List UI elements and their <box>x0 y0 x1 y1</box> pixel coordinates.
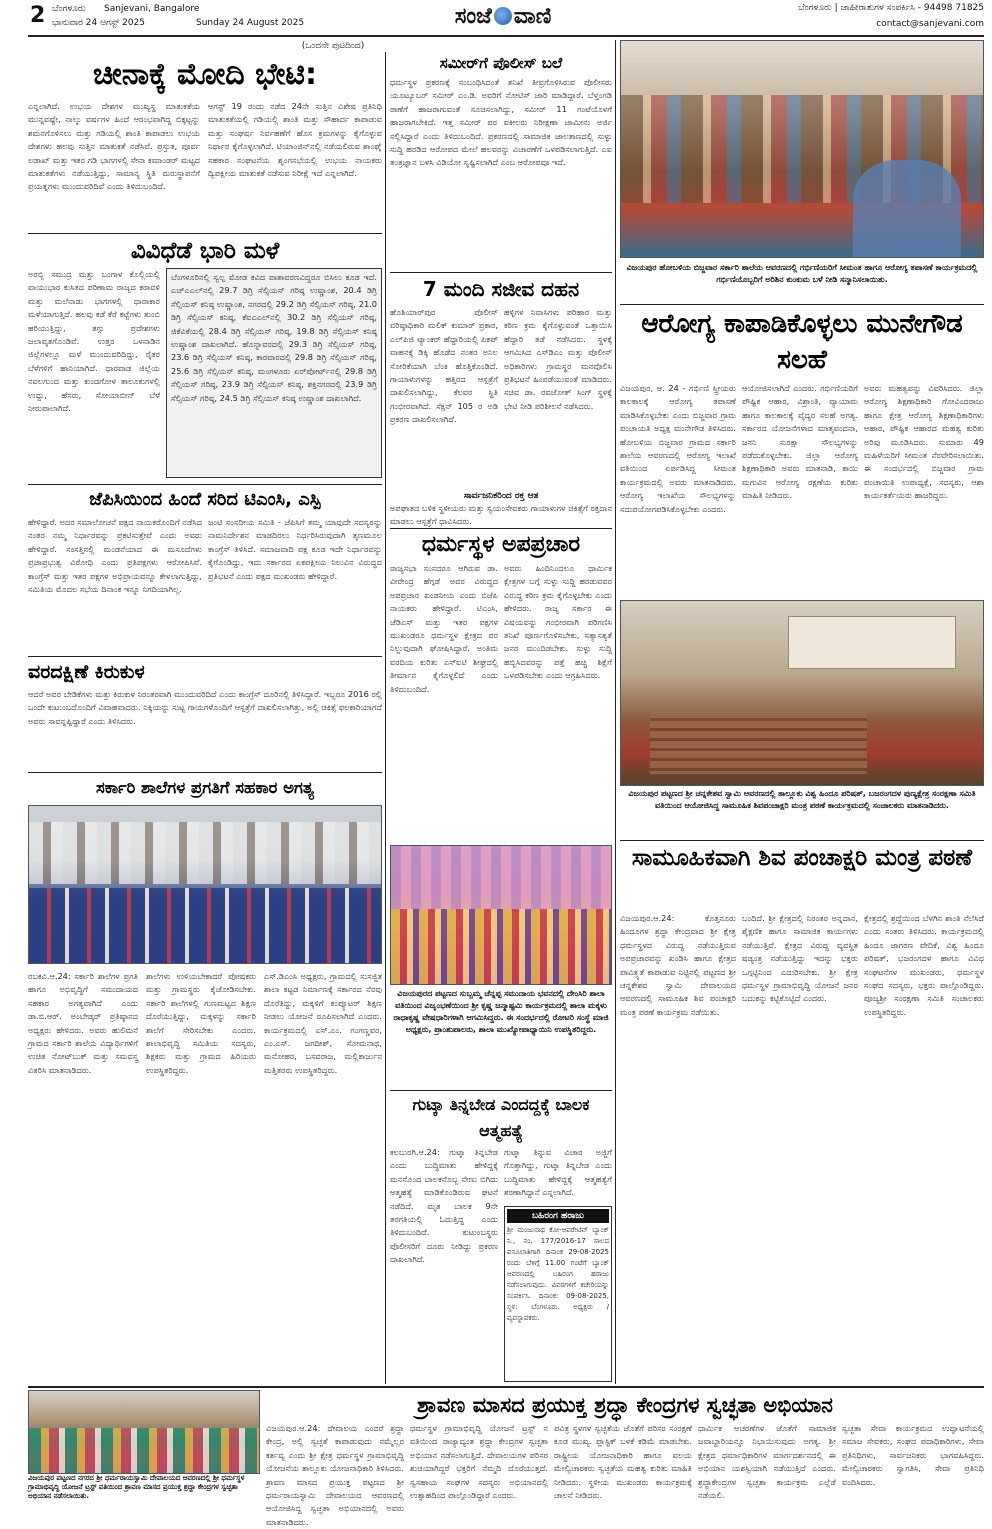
auction-notice <box>504 1206 612 1382</box>
photo-school-students <box>28 805 382 964</box>
auction-notice-title: ಬಹಿರಂಗ ಹರಾಜು <box>507 1209 609 1223</box>
headline-jpc: ಜೆಪಿಸಿಯಿಂದ ಹಿಂದೆ ಸರಿದ ಟಿಎಂಸಿ, ಎಸ್ಪಿ <box>89 489 321 510</box>
header-date-en: Sunday 24 August 2025 <box>196 18 305 28</box>
temple-steps <box>650 711 867 774</box>
volunteers-row <box>29 1428 259 1473</box>
headline-rain: ವಿವಿಧೆಡೆ ಭಾರಿ ಮಳೆ <box>130 238 280 264</box>
logo-left: ಸಂಜೆ <box>454 4 492 29</box>
article-health-col1: ವಿಜಯಪುರ, ಆ. 24 - ಗರ್ಭಿಣಿ ಸ್ತ್ರೀಯರು ಕಾಲಕಾಲಕ್ಕೆ ಆರೋಗ್ಯ ತಪಾಸಣೆ ಮಾಡಿಸಿಕೊಳ್ಳಬೇಕು ಎಂದು ಬಿಜ್ಜವಾರ ಗ್ರಾಮ ಪಂಚಾಯತಿ ಅಧ್ಯಕ್ಷ ಮುನೇಗೌಡ ತಿಳಿಸಿದರು. ಹೋಬಳಿಯ ಬಿಜ್ಜವಾರ ಗ್ರಾಮದ ಸರ್ಕಾರಿ ಶಾಲೆಯ ಆವರಣದಲ್ಲಿ ಆರೋಗ್ಯ ಇಲಾಖೆ ವತಿಯಿಂದ ಏರ್ಪಡಿಸಿದ್ದ ಸೀಮಂತ ಕಾರ್ಯಕ್ರಮದಲ್ಲಿ ಅವರು ಮಾತನಾಡಿದರು. ಆರೋಗ್ಯ ಇಲಾಖೆಯ ಸೌಲಭ್ಯಗಳನ್ನು ಸದುಪಯೋಗಪಡಿಸಿಕೊಳ್ಳಬೇಕು ಎಂದರು. <box>620 383 736 514</box>
article-cleanliness-col5: ಸ್ವಚ್ಛತಾ ಸೇವಾ ಕಾರ್ಯಕ್ರಮದ ಉದ್ಘಾಟನೆಯಲ್ಲಿ ಸಮಾಜ ಸೇವಕರು, ಸಂಘದ ಪದಾಧಿಕಾರಿಗಳು, ಸೇವಾ ಪ್ರತಿನಿಧಿಗಳು, ಸಾರ್ವಜನಿಕರು ಭಾಗವಹಿಸಿದ್ದರು. ಮೇಲ್ವಿಚಾರಕರು ಸ್ವಾಗತಿಸಿ, ಸೇವಾ ಪ್ರತಿನಿಧಿ ವಂದಿಸಿದರು. <box>842 1423 984 1487</box>
headline-health: ಆರೋಗ್ಯ ಕಾಪಾಡಿಕೊಳ್ಳಲು ಮುನೇಗೌಡ ಸಲಹೆ <box>641 309 963 375</box>
article-rain-col2: ಬೆಂಗಳೂರಿನಲ್ಲಿ ಸ್ವಲ್ಪ ಮೋಡ ಕವಿದ ವಾತಾವರಣವಿದ್ದರೂ ಬಿಸಿಲು ಕೂಡ ಇದೆ. ಎಚ್‌ಎಎಲ್‌ನಲ್ಲಿ 29.7 ಡಿಗ್ರಿ ಸೆಲ್ಸಿಯಸ್ ಗರಿಷ್ಠ ಉಷ್ಣಾಂಶ, 20.4 ಡಿಗ್ರಿ ಸೆಲ್ಸಿಯಸ್ ಕನಿಷ್ಠ ಉಷ್ಣಾಂಶ, ನಗರದಲ್ಲಿ 29.2 ಡಿಗ್ರಿ ಸೆಲ್ಸಿಯಸ್ ಗರಿಷ್ಠ, 21.0 ಡಿಗ್ರಿ ಸೆಲ್ಸಿಯಸ್ ಕನಿಷ್ಠ, ಕೆಐಎಎಲ್‌ನಲ್ಲಿ 30.2 ಡಿಗ್ರಿ ಸೆಲ್ಸಿಯಸ್ ಗರಿಷ್ಠ, ಜಿಕೆವಿಕೆಯಲ್ಲಿ 28.4 ಡಿಗ್ರಿ ಸೆಲ್ಸಿಯಸ್ ಗರಿಷ್ಠ, 19.8 ಡಿಗ್ರಿ ಸೆಲ್ಸಿಯಸ್ ಕನಿಷ್ಠ ಉಷ್ಣಾಂಶ ದಾಖಲಾಗಿದೆ. ಹೊನ್ನಾವರದಲ್ಲಿ 29.3 ಡಿಗ್ರಿ ಸೆಲ್ಸಿಯಸ್ ಗರಿಷ್ಠ, 23.6 ಡಿಗ್ರಿ ಸೆಲ್ಸಿಯಸ್ ಕನಿಷ್ಠ, ಕಾರವಾರದಲ್ಲಿ 29.8 ಡಿಗ್ರಿ ಸೆಲ್ಸಿಯಸ್ ಗರಿಷ್ಠ, 25.6 ಡಿಗ್ರಿ ಸೆಲ್ಸಿಯಸ್ ಕನಿಷ್ಠ, ಮಂಗಳೂರು ಏರ್‌ಪೋರ್ಟ್‌ನಲ್ಲಿ 29.8 ಡಿಗ್ರಿ ಸೆಲ್ಸಿಯಸ್ ಗರಿಷ್ಠ, 23.9 ಡಿಗ್ರಿ ಸೆಲ್ಸಿಯಸ್ ಕನಿಷ್ಠ, ಶಕ್ತಿನಗರದಲ್ಲಿ 23.9 ಡಿಗ್ರಿ ಸೆಲ್ಸಿಯಸ್ ಗರಿಷ್ಠ, 24.5 ಡಿಗ್ರಿ ಸೆಲ್ಸಿಯಸ್ ಕನಿಷ್ಠ ಉಷ್ಣಾಂಶ ದಾಖಲಾಗಿದೆ. <box>166 268 382 478</box>
photo-temple-gathering <box>620 600 984 786</box>
article-schools-col1: ರಬಕವಿ.ಆ.24: ಸರ್ಕಾರಿ ಶಾಲೆಗಳ ಪ್ರಗತಿ ಹಾಗೂ ಅಭಿವೃದ್ಧಿಗೆ ಸಮುದಾಯದ ಸಹಕಾರ ಅಗತ್ಯವಾಗಿದೆ ಎಂದು ಡಾ.ಬಿ.ಆರ್. ಅಂಬೇಡ್ಕರ್ ಪ್ರತಿಷ್ಠಾನದ ಅಧ್ಯಕ್ಷರು ಹೇಳಿದರು. ಅವರು ಹುಲಿಮನೆ ಗ್ರಾಮದ ಸರ್ಕಾರಿ ಶಾಲೆಯ ವಿದ್ಯಾರ್ಥಿಗಳಿಗೆ ಉಚಿತ ನೋಟ್‌ಬುಕ್ ಮತ್ತು ಸಮವಸ್ತ್ರ ವಿತರಿಸಿ ಮಾತನಾಡಿದರು. <box>28 971 138 1075</box>
masthead <box>0 0 992 34</box>
photo-cleanliness-drive <box>28 1390 260 1474</box>
header-email[interactable]: contact@sanjevani.com <box>876 19 984 29</box>
photo-krishna-janmashtami <box>390 845 612 985</box>
article-sameer: ಧರ್ಮಸ್ಥಳ ಪ್ರಕರಣಕ್ಕೆ ಸಂಬಂಧಿಸಿದಂತೆ ತನಿಖೆ ತೀವ್ರಗೊಳಿಸಿರುವ ಪೊಲೀಸರು ಯೂಟ್ಯೂಬರ್ ಸಮೀರ್ ಎಂ.ಡಿ. ಅವರಿಗೆ ನೋಟಿಸ್ ಜಾರಿ ಮಾಡಿದ್ದಾರೆ. ಬೆಳ್ತಂಗಡಿ ಠಾಣೆಗೆ ಹಾಜರಾಗುವಂತೆ ಸೂಚಿಸಲಾಗಿದ್ದು, ಸಮೀರ್ 11 ಗಂಟೆಯೊಳಗೆ ಹಾಜರಾಗಬೇಕಿದೆ. ಇತ್ತ ಸಮೀರ್ ಪರ ವಕೀಲರು ನಿರೀಕ್ಷಣಾ ಜಾಮೀನು ಅರ್ಜಿ ಸಲ್ಲಿಸಿದ್ದಾರೆ ಎಂದು ತಿಳಿದುಬಂದಿದೆ. ಪ್ರಕರಣದಲ್ಲಿ ಸಾಮಾಜಿಕ ಜಾಲತಾಣದಲ್ಲಿ ಸುಳ್ಳು ಸುದ್ದಿ ಹರಡಿದ ಆರೋಪದ ಮೇಲೆ ಹಲವರನ್ನು ವಿಚಾರಣೆಗೆ ಒಳಪಡಿಸಲಾಗುತ್ತಿದೆ. ಎಐ ತಂತ್ರಜ್ಞಾನ ಬಳಸಿ ವಿಡಿಯೋ ಸೃಷ್ಟಿಸಲಾಗಿದೆ ಎಂಬ ಆರೋಪವೂ ಇದೆ. <box>390 77 612 168</box>
article-panchakshari-col3: ಕ್ಷೇತ್ರದಲ್ಲಿ ಶ್ರದ್ಧೆಯಿಂದ ಬೆಳಗಿನ ಶಾಂತಿ ನೆಲೆಸಿದೆ ಎಂದು ಸಂತರು ತಿಳಿಸಿದರು. ಕಾರ್ಯಕ್ರಮದಲ್ಲಿ ಹಿಂದೂ ಜಾಗರಣ ವೇದಿಕೆ, ವಿಶ್ವ ಹಿಂದೂ ಪರಿಷತ್, ಭಜರಂಗದಳ ಹಾಗೂ ವಿವಿಧ ಸಂಘಟನೆಗಳ ಮುಖಂಡರು, ಧರ್ಮಸ್ಥಳ ಸಂಘದ ಸದಸ್ಯರು, ಭಕ್ತರು ಪಾಲ್ಗೊಂಡಿದ್ದರು. ಪೂಜ್ಯಶ್ರೀ ಸಂರಕ್ಷಣಾ ಸಮಿತಿ ಸಂಚಾಲಕರು ಉಪಸ್ಥಿತರಿದ್ದರು. <box>864 913 984 1017</box>
article-fire-col2: ಹಳ್ಳಿಗಳ ನಿವಾಸಿಗಳು ಪರಿಹಾರ ಮತ್ತು ಕಠಿಣ ಕ್ರಮ ಕೈಗೊಳ್ಳುವಂತೆ ಒತ್ತಾಯಿಸಿ ಹೆದ್ದಾರಿ ತಡೆ ನಡೆಸಿದರು. ಸ್ಥಳಕ್ಕೆ ಆಗಮಿಸಿದ ಎಸ್‌ಡಿಎಂ ಮತ್ತು ಪೊಲೀಸ್ ಅಧಿಕಾರಿಗಳು ಗ್ರಾಮಸ್ಥರ ಮನವೊಲಿಸಿ ಪ್ರತಿಭಟನೆ ಹಿಂಪಡೆಯುವಂತೆ ಮಾಡಿದರು. ಸಚಿವ ಡಾ. ರವಜೋತ್ ಸಿಂಗ್ ಸ್ಥಳಕ್ಕೆ ಭೇಟಿ ನೀಡಿ ಪರಿಶೀಲನೆ ನಡೆಸಿದರು. <box>504 307 612 411</box>
banner <box>788 616 957 670</box>
caption-cleanliness: ವಿಜಯಪುರ ಪಟ್ಟಣದ ನಗರದ ಶ್ರೀ ಧರ್ಮರಾಯಸ್ವಾಮಿ ದೇವಾಲಯದ ಆವರಣದಲ್ಲಿ ಶ್ರೀ ಧರ್ಮಸ್ಥಳ ಗ್ರಾಮಾಭಿವೃದ್ಧಿ ಯೋಜನೆ ಟ್ರಸ್ಟ್ ವತಿಯಿಂದ ಶ್ರಾವಣ ಮಾಸದ ಪ್ರಯುಕ್ತ ಶ್ರದ್ಧಾ ಕೇಂದ್ರಗಳ ಸ್ವಚ್ಛತಾ ಅಭಿಯಾನ ನಡೆಸಲಾಯಿತು. <box>28 1474 245 1500</box>
page-number: 2 <box>30 3 46 28</box>
photo-seemantha <box>620 40 984 258</box>
article-dharmasthala-col1: ರಾಜ್ಯಸಭಾ ಸಂಸದರೂ ಆಗಿರುವ ಡಾ. ವೀರೇಂದ್ರ ಹೆಗ್ಗಡೆ ಅವರ ವಿರುದ್ಧದ ಅಪಪ್ರಚಾರ ಖಂಡನೀಯ ಎಂದು ಬಿಜೆಪಿ ನಾಯಕರು ಹೇಳಿದ್ದಾರೆ. ಟಿಎಂಸಿ, ಜೆಡಿಎಸ್ ಮತ್ತು ಇತರ ಪಕ್ಷಗಳ ಮುಖಂಡರೂ ಧರ್ಮಸ್ಥಳ ಕ್ಷೇತ್ರದ ಪರ ನಿಲ್ಲುವುದಾಗಿ ಘೋಷಿಸಿದ್ದಾರೆ. ಅಂತಿಮ ವರದಿಯ ಕುರಿತು ಎಸ್‌ಐಟಿ ಶೀಘ್ರದಲ್ಲಿ ತೀರ್ಮಾನ ಕೈಗೊಳ್ಳಲಿದೆ ಎಂದು ತಿಳಿದುಬಂದಿದೆ. <box>390 563 498 694</box>
header-contact: ಬೆಂಗಳೂರು | ಜಾಹೀರಾತುಗಳ ಸಂಪರ್ಕಿಸಿ - 94498 71825 <box>798 3 984 13</box>
article-schools-col3: ಎಸ್.ಡಿಎಂಸಿ ಅಧ್ಯಕ್ಷರು, ಗ್ರಾಮದಲ್ಲಿ ಸುಸಜ್ಜಿತ ಶಾಲಾ ಕಟ್ಟಡ ನಿರ್ಮಾಣಕ್ಕೆ ಸರ್ಕಾರದ ನೆರವು ದೊರೆತಿದ್ದು, ಮಕ್ಕಳಿಗೆ ಕಂಪ್ಯೂಟರ್ ಶಿಕ್ಷಣ ನೀಡಲು ಯೋಜನೆ ರೂಪಿಸಲಾಗಿದೆ ಎಂದರು. ಕಾರ್ಯಕ್ರಮದಲ್ಲಿ ಎಸ್.ಎಂ. ಗಂಗಣ್ಣವರ, ಎಂ.ಎಸ್. ಜಗದೀಶ್, ಸೋಮನಾಥ, ಮನೋಹರ, ಬಸವರಾಜ, ಮಲ್ಲಿಕಾರ್ಜುನ ಮತ್ತಿತರರು ಉಪಸ್ಥಿತರಿದ್ದರು. <box>264 971 382 1075</box>
article-gutka-col1: ಕಲಬುರಗಿ.ಆ.24: ಗುಟ್ಕಾ ತಿನ್ನಬೇಡ ಎಂದು ಬುದ್ಧಿಮಾತು ಹೇಳಿದ್ದಕ್ಕೆ ಮನನೊಂದ ಬಾಲಕನೊಬ್ಬ ನೇಣು ಬಿಗಿದು ಆತ್ಮಹತ್ಯೆ ಮಾಡಿಕೊಂಡಿರುವ ಘಟನೆ ನಡೆದಿದೆ. ಮೃತ ಬಾಲಕ 9ನೇ ತರಗತಿಯಲ್ಲಿ ಓದುತ್ತಿದ್ದ ಎಂದು ತಿಳಿದುಬಂದಿದೆ. ಕುಟುಂಬಸ್ಥರು ಪೊಲೀಸರಿಗೆ ದೂರು ನೀಡಿದ್ದು ಪ್ರಕರಣ ದಾಖಲಾಗಿದೆ. <box>390 1147 498 1265</box>
auction-notice-body: ಶ್ರೀ ಮಂಜುನಾಥ ಕೋ-ಆಪರೇಟಿವ್ ಬ್ಯಾಂಕ್ ನಿ., ನಂ. 177/2016-17 ಸಾಲದ ವಸೂಲಾತಿಗಾಗಿ ದಿನಾಂಕ 29-08-2025 ರಂದು ಬೆಳಿಗ್ಗೆ 11.00 ಗಂಟೆಗೆ ಬ್ಯಾಂಕ್ ಆವರಣದಲ್ಲಿ ಬಹಿರಂಗ ಹರಾಜು ನಡೆಸಲಾಗುವುದು. ವಿವರಗಳಿಗೆ ಕಚೇರಿಯನ್ನು ಸಂಪರ್ಕಿಸಿ. ದಿನಾಂಕ: 09-08-2025, ಸ್ಥಳ: ಬೆಂಗಳೂರು. ಅಧ್ಯಕ್ಷರು / ವ್ಯವಸ್ಥಾಪಕರು. <box>507 1226 609 1322</box>
article-cleanliness-col4: ಧಾರ್ಮಿಕ ಆಚರಣೆಗಳ ಜೊತೆಗೆ ಸಾಮಾಜಿಕ ಜವಾಬ್ದಾರಿಯನ್ನೂ ನಿಭಾಯಿಸುವುದು ಅಗತ್ಯ. ಶ್ರೀ ಕ್ಷೇತ್ರದ ಧರ್ಮಾಧಿಕಾರಿಗಳ ಮಾರ್ಗದರ್ಶನದಲ್ಲಿ ಈ ಅಭಿಯಾನ ಯಶಸ್ವಿಯಾಗಿ ನಡೆಯುತ್ತಿದೆ ಎಂದರು. ಶ್ರದ್ಧಾಕೇಂದ್ರಗಳ ಸ್ವಚ್ಛತಾ ಕಾರ್ಯಕ್ರಮ ಎಲ್ಲೆಡೆ ನಡೆಯಲಿ. <box>698 1423 836 1501</box>
caption-krishna: ವಿಜಯಪುರದ ಪಟ್ಟಣದ ಸುಬ್ಬಮ್ಮ ಚೆನ್ನಪ್ಪ ಸಮುದಾಯ ಭವನದಲ್ಲಿ ದೇಂಸಿರಿ ಶಾಲಾ ವತಿಯಿಂದ ವಿಜೃಂಭಣೆಯಿಂದ ಶ್ರೀ ಕೃಷ್ಣ ಜನ್ಮಾಷ್ಟಮಿ ಕಾರ್ಯಕ್ರಮದಲ್ಲಿ ಶಾಲಾ ಮಕ್ಕಳು ರಾಧಾಕೃಷ್ಣ ವೇಷಧಾರಿಗಳಾಗಿ ಆಗಮಿಸಿದ್ದರು. ಈ ಸಂದರ್ಭದಲ್ಲಿ ರೋಟರಿ ಸಂಸ್ಥೆ ಮಾಜಿ ಅಧ್ಯಕ್ಷರು, ಪ್ರಾಂಶುಪಾಲರು, ಶಾಲಾ ಮುಖ್ಯೋಪಾಧ್ಯಾಯಿನಿ ಉಪಸ್ಥಿತರಿದ್ದರು. <box>393 989 609 1034</box>
article-fire-subhead: ಸಾರ್ವಜನಿಕರಿಂದ ರಕ್ತ ಆತ <box>463 491 539 501</box>
article-dharmasthala-col2: ಅವರು ಹಿಂದಿನಿಂದಲೂ ಧಾರ್ಮಿಕ ಕ್ಷೇತ್ರಗಳ ಬಗ್ಗೆ ಸುಳ್ಳು ಸುದ್ದಿ ಹರಡುವವರ ವಿರುದ್ಧ ಕಠಿಣ ಕ್ರಮ ಕೈಗೊಳ್ಳಬೇಕು ಎಂದು ಹೇಳಿದರು. ರಾಜ್ಯ ಸರ್ಕಾರ ಈ ವಿಷಯವನ್ನು ಗಂಭೀರವಾಗಿ ಪರಿಗಣಿಸಿ ತನಿಖೆ ಪೂರ್ಣಗೊಳಿಸಬೇಕು, ಸತ್ಯಾಸತ್ಯತೆ ಜನರ ಮುಂದಿಡಬೇಕು. ಸುಳ್ಳು ಸುದ್ದಿ ಹಬ್ಬಿಸಿದವರನ್ನು ಪತ್ತೆ ಹಚ್ಚಿ ಶಿಕ್ಷೆಗೆ ಒಳಪಡಿಸಬೇಕು ಎಂದು ಆಗ್ರಹಿಸಿದರು. <box>504 563 612 681</box>
article-rain-col1: ಅರಬ್ಬಿ ಸಮುದ್ರ ಮತ್ತು ಬಂಗಾಳ ಕೊಲ್ಲಿಯಲ್ಲಿ ವಾಯುಭಾರ ಕುಸಿತದ ಪರಿಣಾಮ ರಾಜ್ಯದ ಕರಾವಳಿ ಮತ್ತು ಮಲೆನಾಡು ಭಾಗಗಳಲ್ಲಿ ಧಾರಾಕಾರ ಮಳೆಯಾಗುತ್ತಿದೆ. ಹಲವು ಕಡೆ ಕೆರೆ ಕಟ್ಟೆಗಳು ತುಂಬಿ ಹರಿಯುತ್ತಿದ್ದು, ತಗ್ಗು ಪ್ರದೇಶಗಳು ಜಲಾವೃತಗೊಂಡಿವೆ. ಉತ್ತರ ಒಳನಾಡಿನ ಜಿಲ್ಲೆಗಳಲ್ಲೂ ಮಳೆ ಮುಂದುವರಿದಿದ್ದು, ರೈತರ ಬೆಳೆಗಳಿಗೆ ಹಾನಿಯಾಗಿದೆ. ಧಾರವಾಡ ಜಿಲ್ಲೆಯ ನವಲಗುಂದ ಮತ್ತು ಕುಂದಗೋಳ ತಾಲೂಕುಗಳಲ್ಲಿ ಉದ್ದು, ಹೆಸರು, ಸೋಯಾಬೀನ್ ಬೆಳೆ ನೀರುಪಾಲಾಗಿದೆ. <box>28 269 160 414</box>
header-rule <box>28 35 984 37</box>
article-cleanliness-col2: ಧರ್ಮಸ್ಥಳ ಗ್ರಾಮಾಭಿವೃದ್ಧಿ ಯೋಜನೆ ಟ್ರಸ್ಟ್ ನ ವತಿಯಿಂದ ರಾಜ್ಯಾದ್ಯಂತ ಶ್ರದ್ಧಾ ಕೇಂದ್ರಗಳ ಸ್ವಚ್ಛತಾ ಅಭಿಯಾನ ನಡೆಸಲಾಗುತ್ತಿದೆ. ದೇವಾಲಯಗಳ ಪರಿಸರ ಶುಚಿಯಾಗಿದ್ದರೆ ಭಕ್ತರಿಗೆ ನೆಮ್ಮದಿ ದೊರೆಯುತ್ತದೆ. ಸ್ವಸಹಾಯ ಸಂಘಗಳ ಸದಸ್ಯರು ಅಭಿಯಾನದಲ್ಲಿ ಉತ್ಸಾಹದಿಂದ ಪಾಲ್ಗೊಂಡಿದ್ದಾರೆ ಎಂದರು. <box>410 1423 548 1501</box>
article-panchakshari-col1: ವಿಜಯಪುರ.ಆ.24: ಕೊತ್ತನೂರು ಹಿಂದೂಗಳ ಶ್ರದ್ಧಾ ಕೇಂದ್ರವಾದ ಶ್ರೀ ಕ್ಷೇತ್ರ ಧರ್ಮಸ್ಥಳದ ವಿರುದ್ಧ ನಡೆಯುತ್ತಿರುವ ಅಪಪ್ರಚಾರವನ್ನು ಖಂಡಿಸಿ ಹಾಗೂ ಕ್ಷೇತ್ರದ ಪಾವಿತ್ರ್ಯತೆ ಕಾಪಾಡುವ ನಿಟ್ಟಿನಲ್ಲಿ ಪಟ್ಟಣದ ಶ್ರೀ ಚನ್ನಕೇಶವ ಸ್ವಾಮಿ ದೇವಾಲಯದ ಆವರಣದಲ್ಲಿ ಸಾಮೂಹಿಕ ಶಿವ ಪಂಚಾಕ್ಷರಿ ಮಂತ್ರ ಪಠಣೆ ಕಾರ್ಯಕ್ರಮ ನಡೆಯಿತು. <box>620 913 736 1017</box>
caption-seemantha: ವಿಜಯಪುರ ಹೋಬಳಿಯ ಬಿಜ್ಜವಾರ ಸರ್ಕಾರಿ ಶಾಲೆಯ ಆವರಣದಲ್ಲಿ ಗರ್ಭಿಣಿಯರಿಗೆ ಸೀಮಂತ ಹಾಗೂ ಆರೋಗ್ಯ ತಪಾಸಣೆ ಕಾರ್ಯಕ್ರಮದಲ್ಲಿ ಗರ್ಭಿಣಿಯೊಬ್ಬರಿಗೆ ಅರಿಶಿನ ಕುಂಕುಮ ಬಳೆ ನೀಡಿ ಸನ್ಮಾನಿಸಲಾಯಿತು. <box>626 263 978 284</box>
headline-panchakshari: ಸಾಮೂಹಿಕವಾಗಿ ಶಿವ ಪಂಚಾಕ್ಷರಿ ಮಂತ್ರ ಪಠಣೆ <box>631 845 973 871</box>
seated-woman <box>853 160 962 257</box>
header-city: ಬೆಂಗಳೂರು <box>52 4 86 14</box>
article-dowry: ಆದರೆ ಅವರ ಬೇಡಿಕೆಗಳು ಮತ್ತು ಕಿರುಕುಳ ನಿರಂತರವಾಗಿ ಮುಂದುವರಿದಿದೆ ಎಂದು ಕಾಂಗ್ರೆಸ್ ದೂರಿನಲ್ಲಿ ತಿಳಿಸಿದ್ದಾರೆ. ಇಬ್ಬರೂ 2016 ರಲ್ಲಿ ಒಂದೇ ಕುಟುಂಬದೊಂದಿಗೆ ವಿವಾಹವಾದರು. ನಿಕ್ಕಿಯನ್ನು ಸುಟ್ಟ ಗಾಯಗಳೊಂದಿಗೆ ಆಸ್ಪತ್ರೆಗೆ ದಾಖಲಿಸಲಾಗಿತ್ತು, ಅಲ್ಲಿ ಚಿಕಿತ್ಸೆ ಫಲಕಾರಿಯಾಗದೆ ಅವರು ಸಾವನ್ನಪ್ಪಿದ್ದಾರೆ ಎಂದು ತಿಳಿಸಿದರು. <box>28 689 382 726</box>
header-date-kn: ಭಾನುವಾರ 24 ಆಗಸ್ಟ್ 2025 <box>52 18 145 28</box>
adults-row <box>29 822 381 885</box>
headline-cleanliness: ಶ್ರಾವಣ ಮಾಸದ ಪ್ರಯುಕ್ತ ಶ್ರದ್ಧಾ ಕೇಂದ್ರಗಳ ಸ್ವಚ್ಛತಾ ಅಭಿಯಾನ <box>417 1393 833 1417</box>
headline-china: ಚೀನಾಕ್ಕೆ ಮೋದಿ ಭೇಟಿ: <box>92 57 318 92</box>
article-panchakshari-col2: ಬಂದಿದೆ. ಶ್ರೀ ಕ್ಷೇತ್ರದಲ್ಲಿ ನಿರಂತರ ಅನ್ನದಾನ, ಶೈಕ್ಷಣಿಕ ಹಾಗೂ ಸಾಮಾಜಿಕ ಕಾರ್ಯಗಳು ನಡೆಯುತ್ತಿವೆ. ಕ್ಷೇತ್ರದ ವಿರುದ್ಧ ವ್ಯವಸ್ಥಿತ ಷಡ್ಯಂತ್ರ ನಡೆಯುತ್ತಿದ್ದು ಇದನ್ನು ಭಕ್ತರು ಒಗ್ಗಟ್ಟಿನಿಂದ ಎದುರಿಸಬೇಕು. ಶ್ರೀ ಕ್ಷೇತ್ರ ಧರ್ಮಸ್ಥಳ ಗ್ರಾಮಾಭಿವೃದ್ಧಿ ಯೋಜನೆ ಜನರ ಬದುಕನ್ನು ಕಟ್ಟಿಕೊಟ್ಟಿದೆ ಎಂದರು. <box>742 913 858 1004</box>
article-cleanliness-col1: ವಿಜಯಪುರ.ಆ.24: ದೇವಾಲಯ ಎಂದರೆ ಶ್ರದ್ಧಾ ಕೇಂದ್ರ, ಅಲ್ಲಿ ಸ್ವಚ್ಛತೆ ಕಾಪಾಡುವುದು ನಮ್ಮೆಲ್ಲರ ಕರ್ತವ್ಯ ಎಂದು ಶ್ರೀ ಕ್ಷೇತ್ರ ಧರ್ಮಸ್ಥಳ ಗ್ರಾಮಾಭಿವೃದ್ಧಿ ಯೋಜನೆಯ ತಾಲ್ಲೂಕು ಯೋಜನಾಧಿಕಾರಿ ತಿಳಿಸಿದರು. ಶ್ರಾವಣ ಮಾಸದ ಪ್ರಯುಕ್ತ ಪಟ್ಟಣದ ಶ್ರೀ ಧರ್ಮರಾಯಸ್ವಾಮಿ ದೇವಾಲಯದ ಆವರಣದಲ್ಲಿ ಆಯೋಜಿಸಿದ್ದ ಸ್ವಚ್ಛತಾ ಅಭಿಯಾನದಲ್ಲಿ ಅವರು ಮಾತನಾಡಿದರು. <box>266 1423 404 1527</box>
article-schools-col2: ಶಾಲೆಗಳು ಉಳಿಯಬೇಕಾದರೆ ಪೋಷಕರು ಮತ್ತು ಗ್ರಾಮಸ್ಥರು ಕೈಜೋಡಿಸಬೇಕು. ಸರ್ಕಾರಿ ಶಾಲೆಗಳಲ್ಲಿ ಗುಣಮಟ್ಟದ ಶಿಕ್ಷಣ ದೊರೆಯುತ್ತಿದ್ದು, ಮಕ್ಕಳನ್ನು ಸರ್ಕಾರಿ ಶಾಲೆಗೆ ಸೇರಿಸಬೇಕು ಎಂದರು. ಶಾಲಾಭಿವೃದ್ಧಿ ಸಮಿತಿಯ ಸದಸ್ಯರು, ಶಿಕ್ಷಕರು ಮತ್ತು ಗ್ರಾಮದ ಹಿರಿಯರು ಉಪಸ್ಥಿತರಿದ್ದರು. <box>146 971 256 1075</box>
headline-dowry: ವರದಕ್ಷಿಣೆ ಕಿರುಕುಳ <box>28 661 145 683</box>
article-health-col3: ಅವರು ಮಹತ್ವವನ್ನು ವಿವರಿಸಿದರು. ಜಿಲ್ಲಾ ಆರೋಗ್ಯ ಶಿಕ್ಷಣಾಧಿಕಾರಿ ಗೋವಿಂದರಾಜು ಹಾಗೂ ಕ್ಷೇತ್ರ ಆರೋಗ್ಯ ಶಿಕ್ಷಣಾಧಿಕಾರಿಗಳು ಆಹಾರ, ಪೌಷ್ಟಿಕ ಆಹಾರದ ಮಹತ್ವ ಕುರಿತು ಅರಿವು ಮೂಡಿಸಿದರು. ಸುಮಾರು 49 ಮಹಿಳೆಯರಿಗೆ ಸೀಮಂತ ನೆರವೇರಿಸಲಾಯಿತು. ಈ ಸಂದರ್ಭದಲ್ಲಿ ಬಿಜ್ಜವಾರ ಗ್ರಾಮ ಪಂಚಾಯಿತಿ ಉಪಾಧ್ಯಕ್ಷೆ, ಸದಸ್ಯರು, ಆಶಾ ಕಾರ್ಯಕರ್ತೆಯರು ಹಾಜರಿದ್ದರು. <box>864 383 984 501</box>
caption-temple: ವಿಜಯಪುರ ಪಟ್ಟಣದ ಶ್ರೀ ಚನ್ನಕೇಶವ ಸ್ವಾಮಿ ಆವರಣದಲ್ಲಿ ತಾಲ್ಲೂಕು ವಿಶ್ವ ಹಿಂದೂ ಪರಿಷತ್, ಬಜರಂಗದಳ ಪುಣ್ಯಕ್ಷೇತ್ರ ಸಂರಕ್ಷಣಾ ಸಮಿತಿ ವತಿಯಿಂದ ಆಯೋಜಿಸಿದ್ದ ಸಾಮೂಹಿಕ ಶಿವಪಂಚಾಕ್ಷರಿ ಮಂತ್ರ ಪಠಣೆ ಕಾರ್ಯಕ್ರಮದಲ್ಲಿ ಸಂಚಾಲಕರು ಮಾತನಾಡಿದರು. <box>628 789 976 810</box>
article-fire-sub-body: ಅಪಘಾತದ ಬಳಿಕ ಸ್ಥಳೀಯರು ಮತ್ತು ಸ್ವಯಂಸೇವಕರು ಗಾಯಾಳುಗಳ ಚಿಕಿತ್ಸೆಗೆ ರಕ್ತದಾನ ಮಾಡಲು ಆಸ್ಪತ್ರೆಗೆ ಧಾವಿಸಿದರು. <box>390 503 612 527</box>
article-china-col2: ಆಗಸ್ಟ್ 19 ರಂದು ನಡೆದ 24ನೇ ಸುತ್ತಿನ ವಿಶೇಷ ಪ್ರತಿನಿಧಿ ಮಾತುಕತೆಯಲ್ಲಿ ಗಡಿಯಲ್ಲಿ ಶಾಂತಿ ಮತ್ತು ಸೌಹಾರ್ದ ಕಾಪಾಡುವ ಮತ್ತು ಸಂಘರ್ಷ ನಿರ್ವಹಣೆಗೆ ಹೊಸ ಕ್ರಮಗಳನ್ನು ಕೈಗೊಳ್ಳುವ ನಿರ್ಧಾರ ಕೈಗೊಳ್ಳಲಾಗಿದೆ. ಟಿಯಾಂಜಿನ್‌ನಲ್ಲಿ ನಡೆಯಲಿರುವ ಶಾಂಘೈ ಸಹಕಾರ ಸಂಘಟನೆಯ ಶೃಂಗಸಭೆಯಲ್ಲಿ ಉಭಯ ನಾಯಕರು ದ್ವಿಪಕ್ಷೀಯ ಮಾತುಕತೆ ನಡೆಸುವ ನಿರೀಕ್ಷೆ ಇದೆ ಎನ್ನಲಾಗಿದೆ. <box>208 101 382 179</box>
article-jpc-col1: ಹೇಳಿದ್ದಾರೆ. ಅದರ ಸಮಾಲೋಚನೆ ಪಕ್ಷದ ನಾಯಕರೊಂದಿಗೆ ನಡೆಸಿದ ನಂತರ ನಮ್ಮ ನಿರ್ಧಾರವನ್ನು ಪ್ರಕಟಿಸುತ್ತೇವೆ ಎಂದು ಅವರು ಹೇಳಿದ್ದಾರೆ. ಸಂಸತ್ತಿನಲ್ಲಿ ಮಂಡನೆಯಾದ ಈ ಮಸೂದೆಗಳು ಪ್ರಜಾಪ್ರಭುತ್ವ ವಿರೋಧಿ ಎಂದು ಪ್ರತಿಪಕ್ಷಗಳು ಆರೋಪಿಸಿವೆ. ಕಾಂಗ್ರೆಸ್ ಮತ್ತು ಇತರ ಪಕ್ಷಗಳ ಅಭಿಪ್ರಾಯವನ್ನೂ ಕೇಳಲಾಗುತ್ತಿದ್ದು, ಸಮಿತಿಯ ಮೊದಲ ಸಭೆಯ ದಿನಾಂಕ ಇನ್ನೂ ನಿಗದಿಯಾಗಿಲ್ಲ. <box>28 517 202 595</box>
continued-label: (ಒಂದನೇ ಪುಟದಿಂದ) <box>301 41 365 51</box>
headline-sameer: ಸಮೀರ್‌ಗೆ ಪೊಲೀಸ್ ಬಲೆ <box>439 54 563 72</box>
article-cleanliness-col3: ಪವಿತ್ರ ಸ್ಥಳಗಳ ಸ್ವಚ್ಛತೆಯ ಜೊತೆಗೆ ಪರಿಸರ ಸಂರಕ್ಷಣೆ ಕೂಡ ಮುಖ್ಯ. ಪ್ಲಾಸ್ಟಿಕ್ ಬಳಕೆ ಕಡಿಮೆ ಮಾಡಬೇಕು. ರಾಷ್ಟ್ರೀಯ ಯೋಜನಾಧಿಕಾರಿ ಹಾಗೂ ವಲಯ ಮೇಲ್ವಿಚಾರಕರು ಸ್ವಚ್ಛತೆಯ ಮಹತ್ವ ಕುರಿತು ಮಾಹಿತಿ ನೀಡಿದರು. ಸ್ಥಳೀಯ ಮುಖಂಡರು ಕಾರ್ಯಕ್ರಮಕ್ಕೆ ಚಾಲನೆ ನೀಡಿದರು. <box>554 1423 692 1501</box>
article-fire-col1: ಹೊಶಿಯಾರ್‌ಪುರ ಪೊಲೀಸ್ ವರಿಷ್ಠಾಧಿಕಾರಿ ಮಲಿಕ್ ಕುಮಾರ್ ಪ್ರಕಾರ, ಎಲ್‌ಪಿಜಿ ಟ್ಯಾಂಕರ್ ಹೆದ್ದಾರಿಯಲ್ಲಿ ಪಿಕಪ್ ವಾಹನಕ್ಕೆ ಡಿಕ್ಕಿ ಹೊಡೆದ ನಂತರ ಅನಿಲ ಸೋರಿಕೆಯಾಗಿ ಬೆಂಕಿ ಹೊತ್ತಿಕೊಂಡಿದೆ. ಗಾಯಾಳುಗಳನ್ನು ಹತ್ತಿರದ ಆಸ್ಪತ್ರೆಗೆ ದಾಖಲಿಸಲಾಗಿದ್ದು, ಕೆಲವರ ಸ್ಥಿತಿ ಗಂಭೀರವಾಗಿದೆ. ಸೆಕ್ಷನ್ 105 ರ ಅಡಿ ಪ್ರಕರಣ ದಾಖಲಿಸಲಾಗಿದೆ. <box>390 307 498 425</box>
globe-icon <box>494 7 512 25</box>
students-row <box>29 888 381 963</box>
article-china-col1: ಎನ್ನಲಾಗಿದೆ. ಉಭಯ ದೇಶಗಳ ಮುಖ್ಯಸ್ಥ ಮಾತುಕತೆಯ ಮುನ್ನವಷ್ಟೇ, ನಾಲ್ಕು ವರ್ಷಗಳ ಹಿಂದೆ ಆರಂಭವಾಗಿದ್ದ ಬಿಕ್ಕಟ್ಟನ್ನು ಶಮನಗೊಳಿಸಲು ಮತ್ತು ಗಡಿಯಲ್ಲಿ ಶಾಂತಿ ಕಾಪಾಡಲು ಉಭಯ ದೇಶಗಳು ಹಲವು ಸುತ್ತಿನ ಮಾತುಕತೆ ನಡೆಸಿವೆ. ಪ್ರಸ್ತುತ, ಪೂರ್ವ ಲಡಾಖ್ ಮತ್ತು ಇತರ ಗಡಿ ಭಾಗಗಳಲ್ಲಿ ಸೇನಾ ಕಮಾಂಡರ್ ಮಟ್ಟದ ಮಾತುಕತೆಗಳು ನಡೆಯುತ್ತಿದ್ದು, ಸಾಮಾನ್ಯ ಸ್ಥಿತಿ ಮರುಸ್ಥಾಪನೆಗೆ ಪ್ರಯತ್ನಗಳು ಮುಂದುವರಿದಿವೆ ಎಂದು ತಿಳಿದುಬಂದಿದೆ. <box>28 101 200 192</box>
article-gutka-col2: ಗುಟ್ಕಾ ತಿನ್ನುವ ವಿಚಾರ ಅಜ್ಜಿಗೆ ಗೊತ್ತಾಗಿದ್ದು, ಗುಟ್ಕಾ ತಿನ್ನಬೇಡ ಎಂದು ಬುದ್ಧಿಮಾತು ಹೇಳಿದ್ದಕ್ಕೆ ಆತ್ಮಹತ್ಯೆಗೆ ಶರಣಾಗಿದ್ದಾನೆ ಎನ್ನಲಾಗಿದೆ. <box>504 1147 612 1198</box>
headline-fire: 7 ಮಂದಿ ಸಜೀವ ದಹನ <box>422 277 580 301</box>
children-row <box>391 909 611 984</box>
headline-schools: ಸರ್ಕಾರಿ ಶಾಲೆಗಳ ಪ್ರಗತಿಗೆ ಸಹಕಾರ ಅಗತ್ಯ <box>96 778 314 797</box>
header-paper: Sanjevani, Bangalore <box>104 4 200 14</box>
article-health-col2: ಆಯೋಜಿಸಲಾಗಿದೆ ಎಂದರು. ಗರ್ಭಿಣಿಯರಿಗೆ ಪೌಷ್ಟಿಕ ಆಹಾರ, ವಿಶ್ರಾಂತಿ, ವ್ಯಾಯಾಮ ಹಾಗೂ ಕಾಲಕಾಲಕ್ಕೆ ವೈದ್ಯರ ಸಲಹೆ ಅಗತ್ಯ. ಸರ್ಕಾರದ ಯೋಜನೆಗಳಾದ ಮಾತೃವಂದನಾ, ಜನನಿ ಸುರಕ್ಷಾ ಸೌಲಭ್ಯಗಳನ್ನು ಪಡೆದುಕೊಳ್ಳಬೇಕು. ಜಿಲ್ಲಾ ಆರೋಗ್ಯ ಶಿಕ್ಷಣಾಧಿಕಾರಿ ಅವರು ಮಾತನಾಡಿ, ತಾಯಿ ಮಗುವಿನ ಆರೋಗ್ಯ ರಕ್ಷಣೆಯ ಕುರಿತು ಮಾಹಿತಿ ನೀಡಿದರು. <box>742 383 858 501</box>
stage-backdrop <box>391 846 611 912</box>
article-jpc-col2: ಜಂಟಿ ಸಂಸದೀಯ ಸಮಿತಿ - ಜೆಪಿಸಿಗೆ ತಮ್ಮ ಯಾವುದೇ ಸದಸ್ಯರನ್ನು ನಾಮನಿರ್ದೇಶನ ಮಾಡದಿರಲು ನಿರ್ಧರಿಸಿರುವುದಾಗಿ ತೃಣಮೂಲ ಕಾಂಗ್ರೆಸ್ ತಿಳಿಸಿದೆ. ಸಮಾಜವಾದಿ ಪಕ್ಷ ಕೂಡ ಇದೇ ನಿರ್ಧಾರವನ್ನು ಕೈಗೊಂಡಿದ್ದು, ಇದು ಸರ್ಕಾರದ ಏಕಪಕ್ಷೀಯ ನಿಲುವಿನ ವಿರುದ್ಧದ ಪ್ರತಿಭಟನೆ ಎಂದು ಪಕ್ಷದ ಮುಖಂಡರು ಹೇಳಿದ್ದಾರೆ. <box>208 517 382 581</box>
logo <box>418 2 588 32</box>
logo-right: ವಾಣಿ <box>513 4 552 29</box>
headline-gutka: ಗುಟ್ಕಾ ತಿನ್ನಬೇಡ ಎಂದದ್ದಕ್ಕೆ ಬಾಲಕ ಆತ್ಮಹತ್ಯೆ <box>412 1095 590 1140</box>
headline-dharmasthala: ಧರ್ಮಸ್ಥಳ ಅಪಪ್ರಚಾರ <box>421 532 581 557</box>
